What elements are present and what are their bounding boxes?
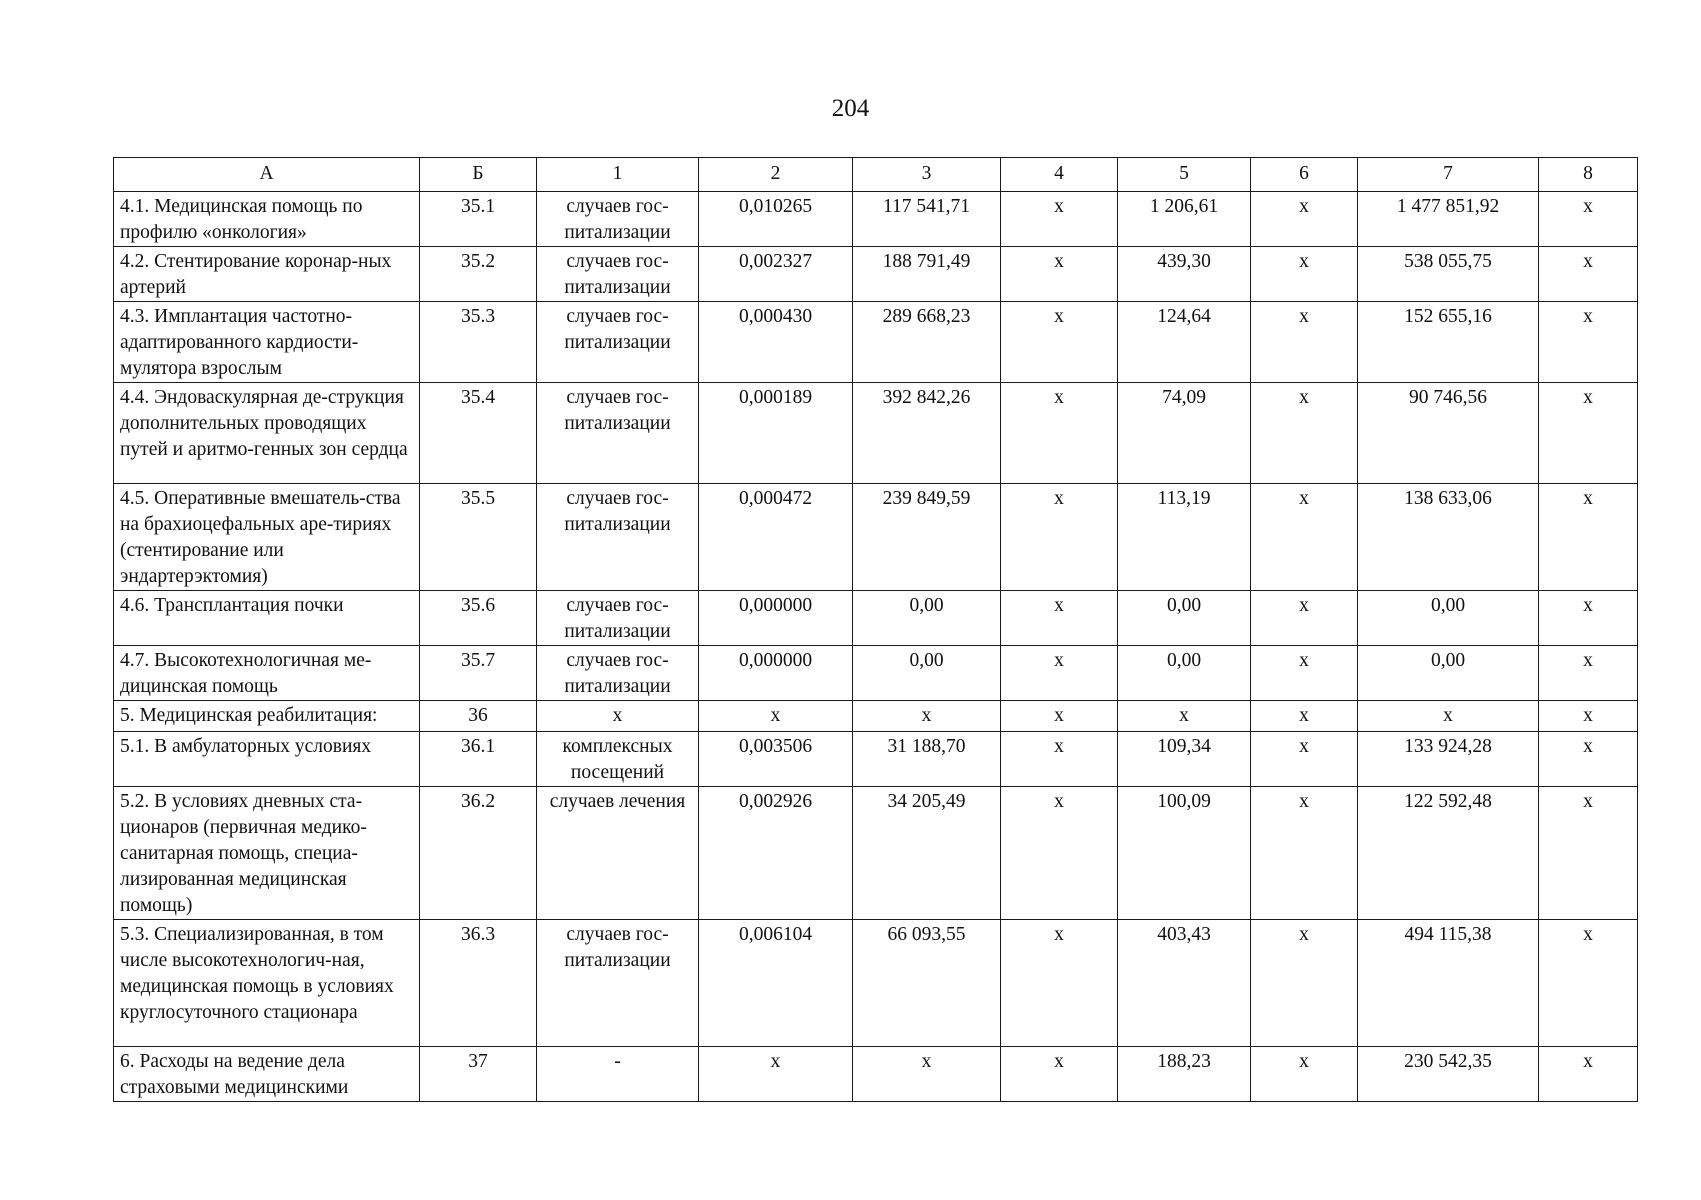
row-col-8: x	[1539, 920, 1638, 1047]
row-col-5: 74,09	[1118, 383, 1251, 484]
row-col-6: x	[1251, 591, 1358, 646]
row-col-5: 403,43	[1118, 920, 1251, 1047]
row-unit: случаев гос-питализации	[537, 484, 699, 591]
table-row	[114, 646, 1638, 701]
row-col-6: x	[1251, 1047, 1358, 1102]
row-name: 4.3. Имплантация частотно-адаптированного кардиости-мулятора взрослым	[114, 302, 420, 383]
report-table	[113, 157, 1638, 1102]
row-col-5: 109,34	[1118, 732, 1251, 787]
row-col-6: x	[1251, 646, 1358, 701]
page-number: 204	[831, 95, 870, 122]
row-code: 36.1	[420, 732, 537, 787]
row-unit: случаев гос-питализации	[537, 591, 699, 646]
row-col-5: 113,19	[1118, 484, 1251, 591]
table-row	[114, 787, 1638, 920]
row-col-4: x	[1001, 701, 1118, 732]
row-col-6: x	[1251, 787, 1358, 920]
row-col-7: 0,00	[1358, 646, 1539, 701]
row-name: 4.1. Медицинская помощь по профилю «онкология»	[114, 192, 420, 247]
column-header-3: 3	[853, 158, 1001, 192]
row-col-8: x	[1539, 701, 1638, 732]
row-col-2: 0,002926	[699, 787, 853, 920]
column-header-6: 6	[1251, 158, 1358, 192]
row-unit: случаев гос-питализации	[537, 302, 699, 383]
row-unit: случаев гос-питализации	[537, 383, 699, 484]
column-header-8: 8	[1539, 158, 1638, 192]
row-unit: случаев гос-питализации	[537, 646, 699, 701]
row-col-3: x	[853, 1047, 1001, 1102]
table-row	[114, 732, 1638, 787]
row-col-3: 188 791,49	[853, 247, 1001, 302]
row-unit: случаев гос-питализации	[537, 920, 699, 1047]
row-col-4: x	[1001, 383, 1118, 484]
row-name: 4.6. Трансплантация почки	[114, 591, 420, 646]
column-header-a: А	[114, 158, 420, 192]
row-col-6: x	[1251, 920, 1358, 1047]
table-row	[114, 701, 1638, 732]
row-col-6: x	[1251, 192, 1358, 247]
table-row	[114, 920, 1638, 1047]
row-unit: комплексных посещений	[537, 732, 699, 787]
row-col-7: 122 592,48	[1358, 787, 1539, 920]
row-col-2: 0,000472	[699, 484, 853, 591]
row-col-8: x	[1539, 484, 1638, 591]
column-header-1: 1	[537, 158, 699, 192]
row-col-5: x	[1118, 701, 1251, 732]
row-col-5: 0,00	[1118, 646, 1251, 701]
row-col-7: 0,00	[1358, 591, 1539, 646]
row-col-6: x	[1251, 732, 1358, 787]
row-code: 35.7	[420, 646, 537, 701]
row-col-8: x	[1539, 247, 1638, 302]
row-col-2: 0,002327	[699, 247, 853, 302]
row-col-2: 0,000000	[699, 646, 853, 701]
row-col-6: x	[1251, 383, 1358, 484]
row-col-8: x	[1539, 383, 1638, 484]
row-name: 4.5. Оперативные вмешатель-ства на брахиоцефальных аре-тириях (стентирование или эндартерэктомия)	[114, 484, 420, 591]
column-header-2: 2	[699, 158, 853, 192]
row-unit: x	[537, 701, 699, 732]
row-col-4: x	[1001, 247, 1118, 302]
row-col-3: 117 541,71	[853, 192, 1001, 247]
row-code: 35.6	[420, 591, 537, 646]
column-header-7: 7	[1358, 158, 1539, 192]
row-col-5: 0,00	[1118, 591, 1251, 646]
column-header-4: 4	[1001, 158, 1118, 192]
row-name: 5.3. Специализированная, в том числе высокотехнологич-ная, медицинская помощь в условиях круглосуточного стационара	[114, 920, 420, 1047]
row-col-7: 230 542,35	[1358, 1047, 1539, 1102]
row-col-2: 0,000430	[699, 302, 853, 383]
row-name: 6. Расходы на ведение дела страховыми медицинскими	[114, 1047, 420, 1102]
table-row	[114, 1047, 1638, 1102]
row-col-6: x	[1251, 302, 1358, 383]
row-col-7: x	[1358, 701, 1539, 732]
row-col-4: x	[1001, 920, 1118, 1047]
row-code: 35.3	[420, 302, 537, 383]
row-col-2: 0,010265	[699, 192, 853, 247]
row-col-4: x	[1001, 192, 1118, 247]
row-col-4: x	[1001, 484, 1118, 591]
table-row	[114, 484, 1638, 591]
row-col-4: x	[1001, 787, 1118, 920]
row-col-4: x	[1001, 591, 1118, 646]
column-header-5: 5	[1118, 158, 1251, 192]
row-col-3: 34 205,49	[853, 787, 1001, 920]
row-col-2: 0,000189	[699, 383, 853, 484]
row-col-3: 31 188,70	[853, 732, 1001, 787]
row-col-3: 289 668,23	[853, 302, 1001, 383]
row-col-7: 538 055,75	[1358, 247, 1539, 302]
table-row	[114, 302, 1638, 383]
row-col-5: 100,09	[1118, 787, 1251, 920]
row-col-3: 392 842,26	[853, 383, 1001, 484]
row-col-4: x	[1001, 732, 1118, 787]
row-code: 36.3	[420, 920, 537, 1047]
table-row	[114, 383, 1638, 484]
row-col-4: x	[1001, 646, 1118, 701]
row-col-8: x	[1539, 646, 1638, 701]
row-col-7: 494 115,38	[1358, 920, 1539, 1047]
row-col-5: 439,30	[1118, 247, 1251, 302]
row-col-7: 90 746,56	[1358, 383, 1539, 484]
row-col-8: x	[1539, 591, 1638, 646]
row-code: 35.5	[420, 484, 537, 591]
table-row	[114, 591, 1638, 646]
row-code: 35.4	[420, 383, 537, 484]
row-code: 36	[420, 701, 537, 732]
table-row	[114, 192, 1638, 247]
row-code: 36.2	[420, 787, 537, 920]
row-col-3: 0,00	[853, 646, 1001, 701]
row-name: 4.2. Стентирование коронар-ных артерий	[114, 247, 420, 302]
row-col-7: 133 924,28	[1358, 732, 1539, 787]
row-name: 4.7. Высокотехнологичная ме-дицинская помощь	[114, 646, 420, 701]
row-col-2: 0,000000	[699, 591, 853, 646]
row-col-8: x	[1539, 192, 1638, 247]
row-unit: случаев лечения	[537, 787, 699, 920]
row-col-2: 0,006104	[699, 920, 853, 1047]
row-name: 5. Медицинская реабилитация:	[114, 701, 420, 732]
row-name: 5.2. В условиях дневных ста-ционаров (первичная медико-санитарная помощь, специа-лизированная медицинская помощь)	[114, 787, 420, 920]
row-col-3: x	[853, 701, 1001, 732]
row-col-6: x	[1251, 247, 1358, 302]
row-col-2: x	[699, 701, 853, 732]
row-col-8: x	[1539, 787, 1638, 920]
row-col-7: 1 477 851,92	[1358, 192, 1539, 247]
row-unit: случаев гос-питализации	[537, 247, 699, 302]
row-code: 35.1	[420, 192, 537, 247]
row-col-3: 239 849,59	[853, 484, 1001, 591]
row-code: 35.2	[420, 247, 537, 302]
row-name: 4.4. Эндоваскулярная де-струкция дополнительных проводящих путей и аритмо-генных зон сердца	[114, 383, 420, 484]
row-code: 37	[420, 1047, 537, 1102]
row-col-8: x	[1539, 302, 1638, 383]
column-header-b: Б	[420, 158, 537, 192]
row-col-3: 66 093,55	[853, 920, 1001, 1047]
row-unit: -	[537, 1047, 699, 1102]
row-name: 5.1. В амбулаторных условиях	[114, 732, 420, 787]
row-col-8: x	[1539, 732, 1638, 787]
row-col-2: 0,003506	[699, 732, 853, 787]
row-col-6: x	[1251, 484, 1358, 591]
row-col-2: x	[699, 1047, 853, 1102]
table-row	[114, 247, 1638, 302]
table-header-row	[114, 158, 1638, 192]
row-col-3: 0,00	[853, 591, 1001, 646]
row-col-5: 124,64	[1118, 302, 1251, 383]
row-col-8: x	[1539, 1047, 1638, 1102]
row-unit: случаев гос-питализации	[537, 192, 699, 247]
row-col-7: 138 633,06	[1358, 484, 1539, 591]
row-col-5: 188,23	[1118, 1047, 1251, 1102]
row-col-5: 1 206,61	[1118, 192, 1251, 247]
row-col-4: x	[1001, 302, 1118, 383]
row-col-7: 152 655,16	[1358, 302, 1539, 383]
row-col-4: x	[1001, 1047, 1118, 1102]
row-col-6: x	[1251, 701, 1358, 732]
